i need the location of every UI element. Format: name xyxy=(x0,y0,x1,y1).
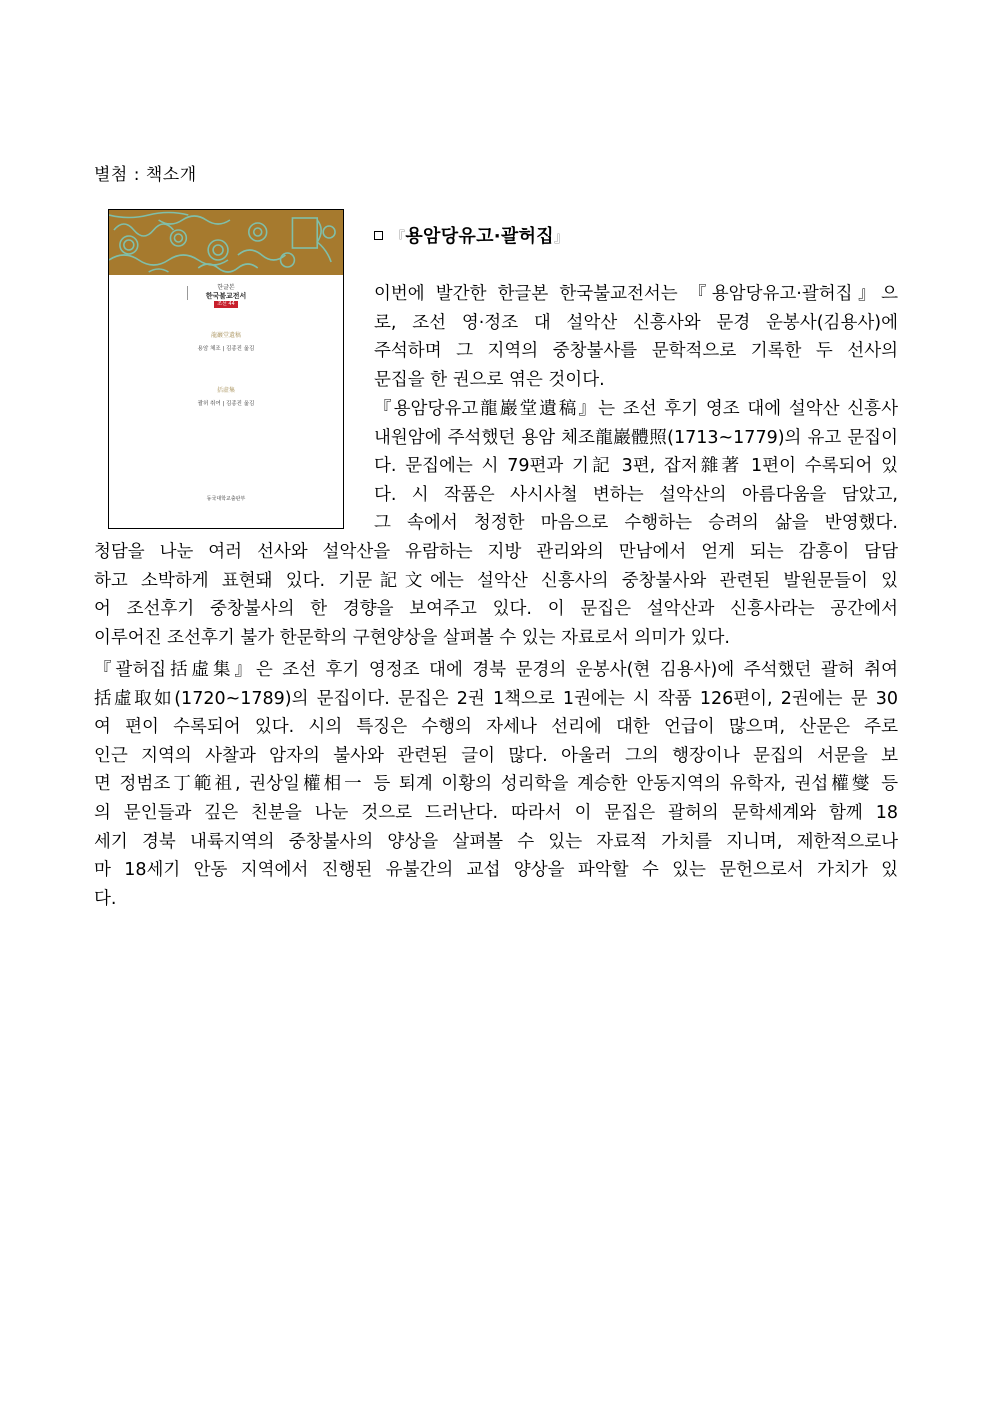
paragraph-yongam-part1 xyxy=(374,395,898,538)
paragraph-intro xyxy=(374,280,898,394)
text-line: 括虛取如(1720~1789)의 문집이다. 문집은 2권 1책으로 1권에는 시 작품 126편이, 2권에는 문 30 xyxy=(94,688,898,709)
text-line: 여 편이 수록되어 있다. 시의 특징은 수행의 자세나 선리에 대한 언급이 많으며, 산문은 주로 xyxy=(94,717,898,738)
cover-title-2: 括虛集 xyxy=(216,387,235,394)
text-line: 이번에 발간한 한글본 한국불교전서는 『용암당유고·괄허집』으 xyxy=(374,284,898,304)
text-line: 세기 경북 내륙지역의 중창불사의 양상을 살펴볼 수 있는 자료적 가치를 지니며, 제한적으로나 xyxy=(94,831,898,852)
text-line: 그 속에서 청정한 마음으로 수행하는 승려의 삶을 반영했다. xyxy=(374,513,898,534)
text-line: 이루어진 조선후기 불가 한문학의 구현양상을 살펴볼 수 있는 자료로서 의미가 있다. xyxy=(94,627,730,648)
attachment-label: 별첨 : 책소개 xyxy=(94,165,197,185)
text-line: 하고 소박하게 표현돼 있다. 기문記文에는 설악산 신흥사의 중창불사와 관련된 발원문들이 있 xyxy=(94,570,898,591)
square-bullet-icon xyxy=(374,231,383,240)
text-line: 인근 지역의 사찰과 암자의 불사와 관련된 글이 많다. 아울러 그의 행장이나 문집의 서문을 보 xyxy=(94,745,898,766)
text-line: 내원암에 주석했던 용암 체조龍巖體照(1713~1779)의 유고 문집이 xyxy=(374,427,898,448)
book-cover-image xyxy=(108,209,344,529)
heading-title: 용암당유고·괄허집 xyxy=(405,226,554,247)
text-line: 청담을 나눈 여러 선사와 설악산을 유람하는 지방 관리와의 만남에서 얻게 되는 감흥이 담담 xyxy=(94,542,898,562)
cover-author-1: 용암 체조 | 김종진 옮김 xyxy=(197,346,255,352)
text-line: 다. 문집에는 시 79편과 기記 3편, 잡저雜著 1편이 수록되어 있 xyxy=(374,456,898,477)
cover-author-2: 괄허 취여 | 김종진 옮김 xyxy=(197,401,255,407)
text-line: 마 18세기 안동 지역에서 진행된 유불간의 교섭 양상을 파악할 수 있는 문헌으로서 가치가 있 xyxy=(94,860,898,881)
text-line: 면 정범조丁範祖, 권상일權相一 등 퇴계 이황의 성리학을 계승한 안동지역의 유학자, 권섭權燮 등 xyxy=(94,774,898,795)
close-bracket: 』 xyxy=(553,230,569,246)
text-line: 주석하며 그 지역의 중창불사를 문학적으로 기록한 두 선사의 xyxy=(374,341,898,362)
cover-publisher: 동국대학교출판부 xyxy=(206,496,246,502)
text-line: 로, 조선 영·정조 대 설악산 신흥사와 문경 운봉사(김용사)에 xyxy=(374,312,898,333)
text-line: 어 조선후기 중창불사의 한 경향을 보여주고 있다. 이 문집은 설악산과 신흥사라는 공간에서 xyxy=(94,599,898,620)
cover-series-line1: 한글본 xyxy=(217,284,235,291)
paragraph-gwalheo xyxy=(94,656,898,913)
text-line: 다. 시 작품은 사시사철 변하는 설악산의 아름다움을 담았고, xyxy=(374,484,898,505)
cover-pattern-banner xyxy=(109,210,343,275)
section-heading xyxy=(374,222,568,248)
cover-series xyxy=(109,284,343,308)
paragraph-yongam-part2 xyxy=(94,538,898,652)
text-line: 『괄허집括虛集』은 조선 후기 영정조 대에 경북 문경의 운봉사(현 김용사)에 주석했던 괄허 취여 xyxy=(94,660,898,680)
cover-title-1: 龍巖堂遺稿 xyxy=(210,332,241,339)
open-bracket: 『 xyxy=(391,230,406,246)
cover-series-line2: 한국불교전서 xyxy=(205,292,247,300)
text-line: 의 문인들과 깊은 친분을 나눈 것으로 드러난다. 따라서 이 문집은 괄허의 문학세계와 함께 18 xyxy=(94,802,898,823)
cover-series-badge: 조선 44 xyxy=(214,301,238,308)
text-line: 문집을 한 권으로 엮은 것이다. xyxy=(374,369,605,390)
text-line: 『용암당유고龍巖堂遺稿』는 조선 후기 영조 대에 설악산 신흥사 xyxy=(374,399,898,419)
text-line: 다. xyxy=(94,888,117,909)
